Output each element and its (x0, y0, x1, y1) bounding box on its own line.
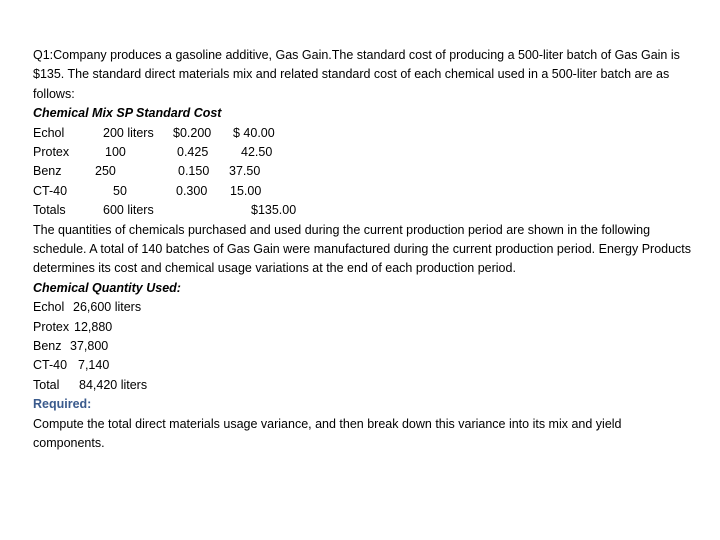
table-row (33, 143, 693, 162)
standard-quantity: 200 liters (103, 125, 154, 140)
standard-cost-heading: Chemical Mix SP Standard Cost (33, 106, 222, 121)
standard-cost: $ 40.00 (233, 125, 275, 140)
middle-paragraph: The quantities of chemicals purchased and used during the current production period are shown in the following schedule. A total of 140 batches of Gas Gain were manufactured during the current production period. Energy Products determines its cost and chemical usage variations at the end of each production period. (33, 222, 692, 276)
standard-cost-table (33, 124, 693, 221)
list-item (33, 318, 693, 337)
required-paragraph: Compute the total direct materials usage variance, and then break down this variance into its mix and yield components. (33, 416, 622, 450)
chemical-name: Benz (33, 164, 62, 179)
chemical-name: CT-40 (33, 358, 68, 373)
chemical-name: CT-40 (33, 183, 68, 198)
standard-quantity: 600 liters (103, 203, 154, 218)
standard-cost: 15.00 (230, 183, 262, 198)
list-item (33, 337, 693, 356)
quantity-used: 7,140 (78, 358, 110, 373)
quantity-used-list (33, 298, 693, 395)
list-item (33, 376, 693, 395)
quantity-used: 37,800 (70, 338, 109, 353)
document-page (33, 46, 693, 453)
chemical-name: Protex (33, 319, 70, 334)
quantity-used-heading: Chemical Quantity Used: (33, 280, 181, 295)
table-row (33, 201, 693, 220)
standard-price: $0.200 (173, 125, 212, 140)
standard-cost: $135.00 (251, 203, 297, 218)
chemical-name: Total (33, 377, 60, 392)
standard-cost: 37.50 (229, 164, 261, 179)
quantity-used: 84,420 liters (79, 377, 148, 392)
chemical-name: Echol (33, 125, 65, 140)
chemical-name: Echol (33, 300, 65, 315)
standard-quantity: 100 (105, 145, 126, 160)
table-row (33, 162, 693, 181)
chemical-name: Benz (33, 338, 62, 353)
table-row (33, 182, 693, 201)
chemical-name: Totals (33, 203, 66, 218)
chemical-name: Protex (33, 145, 70, 160)
standard-price: 0.300 (176, 183, 208, 198)
standard-quantity: 50 (113, 183, 127, 198)
quantity-used: 12,880 (74, 319, 113, 334)
standard-price: 0.150 (178, 164, 210, 179)
standard-price (173, 201, 233, 220)
standard-price: 0.425 (177, 145, 209, 160)
standard-quantity: 250 (95, 164, 116, 179)
table-row (33, 124, 693, 143)
list-item (33, 298, 693, 317)
required-label: Required: (33, 397, 92, 412)
intro-paragraph: Q1:Company produces a gasoline additive, Gas Gain.The standard cost of producing a 500-liter batch of Gas Gain is $135. The standard direct materials mix and related standard cost of each chemical used in a 500-liter batch are as follows: (33, 48, 680, 101)
list-item (33, 356, 693, 375)
quantity-used: 26,600 liters (73, 300, 142, 315)
standard-cost: 42.50 (241, 145, 273, 160)
